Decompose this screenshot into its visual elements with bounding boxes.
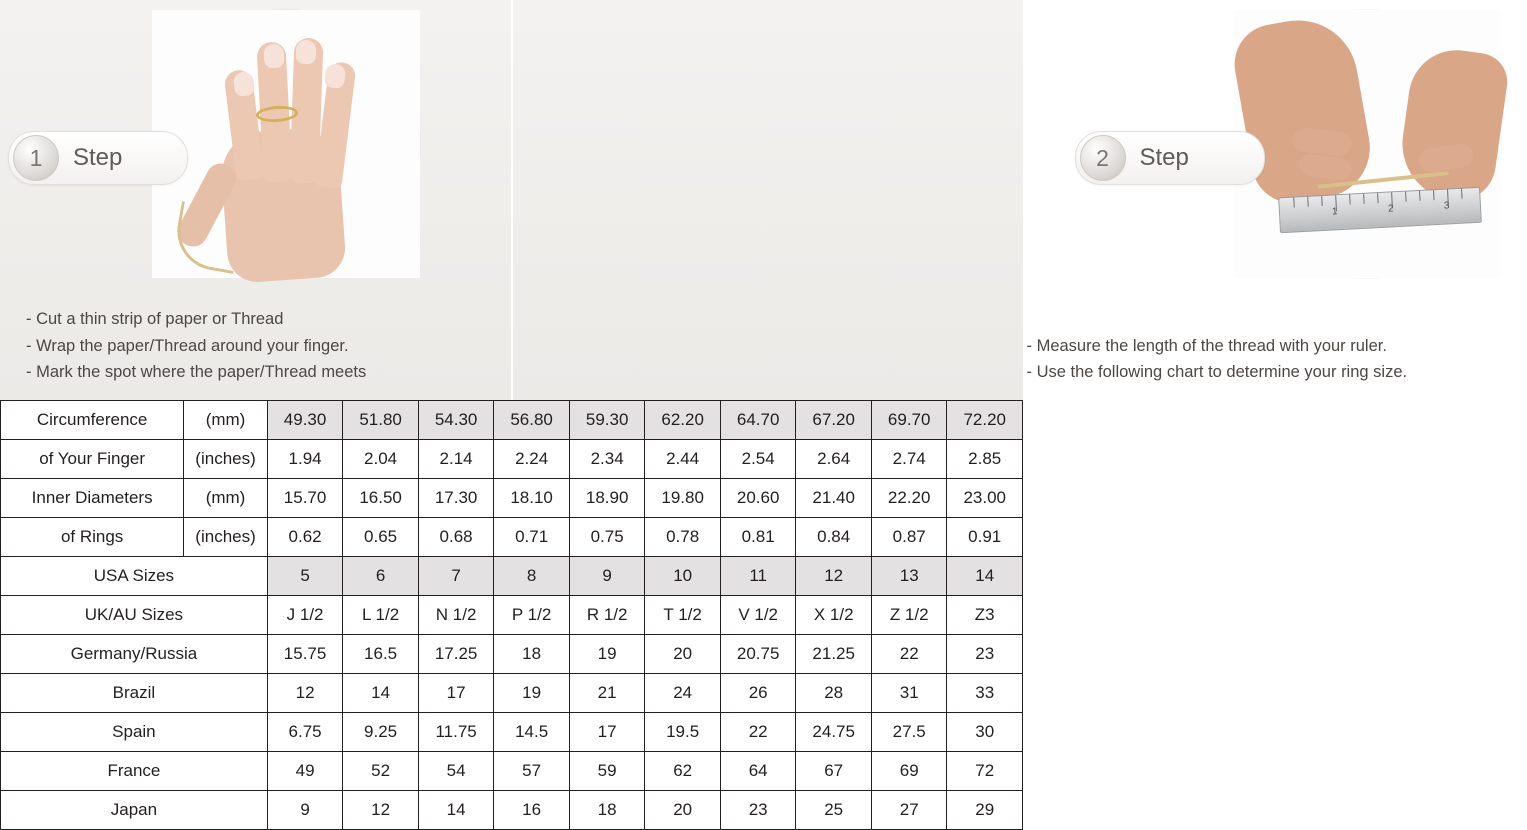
cell: 72 xyxy=(947,752,1023,791)
table-row xyxy=(1,440,1023,479)
step-1-label: Step xyxy=(73,144,123,171)
cell: 27.5 xyxy=(871,713,947,752)
step-2-instructions xyxy=(1027,333,1527,386)
cell: 14 xyxy=(418,791,494,830)
cell: 18 xyxy=(494,635,570,674)
cell: 69.70 xyxy=(871,401,947,440)
cell: 2.74 xyxy=(871,440,947,479)
right-hand-shape xyxy=(1395,44,1511,206)
cell: 67.20 xyxy=(796,401,872,440)
cell: 0.71 xyxy=(494,518,570,557)
cell: 20 xyxy=(645,635,721,674)
row-unit: (mm) xyxy=(184,479,268,518)
cell: 2.85 xyxy=(947,440,1023,479)
cell: 62 xyxy=(645,752,721,791)
cell: 24 xyxy=(645,674,721,713)
steps-section xyxy=(0,0,1450,400)
table-row xyxy=(1,518,1023,557)
cell: 0.62 xyxy=(267,518,343,557)
cell: 0.65 xyxy=(343,518,419,557)
step-1-number: 1 xyxy=(13,135,59,181)
row-label-inner-diameter: Inner Diameters xyxy=(1,479,184,518)
cell: 49.30 xyxy=(267,401,343,440)
cell: V 1/2 xyxy=(720,596,796,635)
cell: 59 xyxy=(569,752,645,791)
step-2-label: Step xyxy=(1139,144,1189,171)
cell: 54.30 xyxy=(418,401,494,440)
cell: 9 xyxy=(267,791,343,830)
cell: 23 xyxy=(720,791,796,830)
cell: 20 xyxy=(645,791,721,830)
cell: 19 xyxy=(569,635,645,674)
cell: 19 xyxy=(494,674,570,713)
cell: P 1/2 xyxy=(494,596,570,635)
step-1-bullet-1: - Cut a thin strip of paper or Thread xyxy=(26,309,284,328)
step-1-instructions xyxy=(26,306,486,386)
table-row xyxy=(1,752,1023,791)
row-label-spain: Spain xyxy=(1,713,268,752)
cell: 8 xyxy=(494,557,570,596)
cell: 2.44 xyxy=(645,440,721,479)
cell: 15.70 xyxy=(267,479,343,518)
cell: 0.68 xyxy=(418,518,494,557)
cell: 26 xyxy=(720,674,796,713)
table-row xyxy=(1,791,1023,830)
ruler-measuring-thread-photo xyxy=(1233,10,1501,278)
cell: 62.20 xyxy=(645,401,721,440)
cell: 2.34 xyxy=(569,440,645,479)
cell: 0.84 xyxy=(796,518,872,557)
step-2-bullet-1: - Measure the length of the thread with your ruler. xyxy=(1026,336,1387,355)
cell: L 1/2 xyxy=(343,596,419,635)
cell: 69 xyxy=(871,752,947,791)
cell: 25 xyxy=(796,791,872,830)
cell: 67 xyxy=(796,752,872,791)
cell: 6 xyxy=(343,557,419,596)
cell: 21 xyxy=(569,674,645,713)
cell: 6.75 xyxy=(267,713,343,752)
cell: 17.30 xyxy=(418,479,494,518)
cell: 2.64 xyxy=(796,440,872,479)
fingernail-shape xyxy=(296,40,317,65)
cell: Z3 xyxy=(947,596,1023,635)
cell: 1.94 xyxy=(267,440,343,479)
size-chart-table xyxy=(0,400,1023,830)
cell: 33 xyxy=(947,674,1023,713)
cell: 30 xyxy=(947,713,1023,752)
cell: 29 xyxy=(947,791,1023,830)
cell: 64 xyxy=(720,752,796,791)
cell: 18.10 xyxy=(494,479,570,518)
cell: 23.00 xyxy=(947,479,1023,518)
cell: 0.75 xyxy=(569,518,645,557)
row-label-circumference-2: of Your Finger xyxy=(1,440,184,479)
table-row xyxy=(1,596,1023,635)
cell: 11.75 xyxy=(418,713,494,752)
cell: 18 xyxy=(569,791,645,830)
step-1-bullet-2: - Wrap the paper/Thread around your finger. xyxy=(26,336,349,355)
cell: 27 xyxy=(871,791,947,830)
cell: 18.90 xyxy=(569,479,645,518)
cell: 14.5 xyxy=(494,713,570,752)
cell: T 1/2 xyxy=(645,596,721,635)
cell: 52 xyxy=(343,752,419,791)
cell: 9 xyxy=(569,557,645,596)
table-row xyxy=(1,713,1023,752)
row-label-circumference: Circumference xyxy=(1,401,184,440)
row-label-brazil: Brazil xyxy=(1,674,268,713)
cell: R 1/2 xyxy=(569,596,645,635)
step-2-panel xyxy=(513,0,1450,400)
cell: 5 xyxy=(267,557,343,596)
cell: 2.24 xyxy=(494,440,570,479)
cell: 16.5 xyxy=(343,635,419,674)
cell: 0.78 xyxy=(645,518,721,557)
row-label-uk-au-sizes: UK/AU Sizes xyxy=(1,596,268,635)
cell: 10 xyxy=(645,557,721,596)
step-1-panel xyxy=(0,0,513,400)
cell: 19.80 xyxy=(645,479,721,518)
cell: 7 xyxy=(418,557,494,596)
table-row xyxy=(1,635,1023,674)
row-unit: (inches) xyxy=(184,440,268,479)
cell: 23 xyxy=(947,635,1023,674)
table-row xyxy=(1,557,1023,596)
cell: 11 xyxy=(720,557,796,596)
cell: 14 xyxy=(947,557,1023,596)
cell: 12 xyxy=(343,791,419,830)
cell: 21.25 xyxy=(796,635,872,674)
thread-strip-shape xyxy=(171,201,244,274)
cell: 51.80 xyxy=(343,401,419,440)
cell: 0.91 xyxy=(947,518,1023,557)
cell: 64.70 xyxy=(720,401,796,440)
cell: 22 xyxy=(871,635,947,674)
row-label-inner-diameter-2: of Rings xyxy=(1,518,184,557)
cell: 28 xyxy=(796,674,872,713)
cell: N 1/2 xyxy=(418,596,494,635)
step-2-badge xyxy=(1075,131,1265,185)
cell: 22 xyxy=(720,713,796,752)
row-label-japan: Japan xyxy=(1,791,268,830)
cell: 14 xyxy=(343,674,419,713)
cell: 12 xyxy=(267,674,343,713)
cell: 13 xyxy=(871,557,947,596)
step-1-badge xyxy=(8,131,188,185)
row-unit: (inches) xyxy=(184,518,268,557)
step-2-number: 2 xyxy=(1080,135,1126,181)
cell: 20.60 xyxy=(720,479,796,518)
cell: 72.20 xyxy=(947,401,1023,440)
cell: 2.54 xyxy=(720,440,796,479)
cell: 56.80 xyxy=(494,401,570,440)
cell: 12 xyxy=(796,557,872,596)
cell: 20.75 xyxy=(720,635,796,674)
cell: 0.87 xyxy=(871,518,947,557)
cell: 17 xyxy=(569,713,645,752)
ring-size-chart xyxy=(0,400,1023,830)
cell: 17.25 xyxy=(418,635,494,674)
step-1-bullet-3: - Mark the spot where the paper/Thread meets xyxy=(26,363,367,382)
cell: 16 xyxy=(494,791,570,830)
cell: 17 xyxy=(418,674,494,713)
cell: 9.25 xyxy=(343,713,419,752)
row-label-germany-russia: Germany/Russia xyxy=(1,635,268,674)
cell: Z 1/2 xyxy=(871,596,947,635)
cell: 2.04 xyxy=(343,440,419,479)
ruler-mark: 2 xyxy=(1387,203,1394,215)
cell: 19.5 xyxy=(645,713,721,752)
cell: 31 xyxy=(871,674,947,713)
cell: 57 xyxy=(494,752,570,791)
cell: 2.14 xyxy=(418,440,494,479)
cell: 16.50 xyxy=(343,479,419,518)
cell: 0.81 xyxy=(720,518,796,557)
cell: 54 xyxy=(418,752,494,791)
ruler-mark: 1 xyxy=(1331,206,1338,218)
row-unit: (mm) xyxy=(184,401,268,440)
ruler-mark: 3 xyxy=(1443,200,1450,212)
table-row xyxy=(1,674,1023,713)
cell: 22.20 xyxy=(871,479,947,518)
hand-illustration xyxy=(152,10,420,278)
table-row xyxy=(1,479,1023,518)
row-label-france: France xyxy=(1,752,268,791)
fingernail-shape xyxy=(263,43,284,68)
fingernail-shape xyxy=(233,71,256,97)
cell: 21.40 xyxy=(796,479,872,518)
cell: 59.30 xyxy=(569,401,645,440)
cell: X 1/2 xyxy=(796,596,872,635)
cell: J 1/2 xyxy=(267,596,343,635)
hand-with-thread-photo xyxy=(152,10,420,278)
hands-with-ruler-illustration xyxy=(1233,10,1501,278)
cell: 15.75 xyxy=(267,635,343,674)
row-label-usa-sizes: USA Sizes xyxy=(1,557,268,596)
step-2-bullet-2: - Use the following chart to determine your ring size. xyxy=(1026,363,1408,382)
cell: 49 xyxy=(267,752,343,791)
table-row xyxy=(1,401,1023,440)
cell: 24.75 xyxy=(796,713,872,752)
